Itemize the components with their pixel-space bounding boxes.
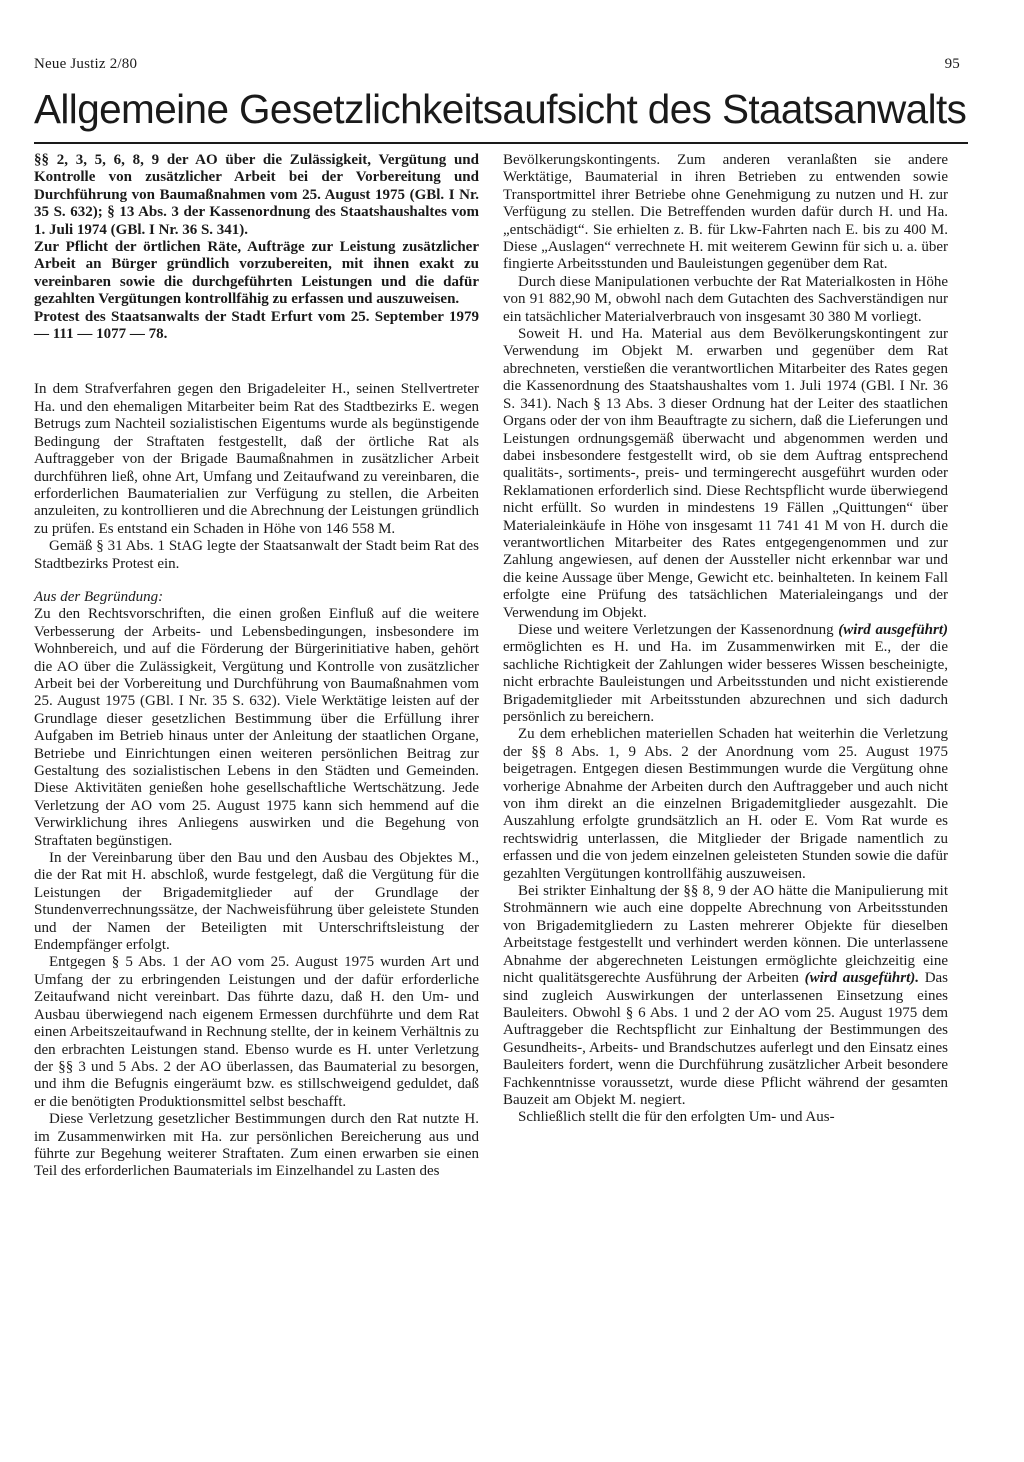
paragraph: Zu den Rechtsvorschriften, die einen großen Einfluß auf die weitere Verbesserung der Arbeits- und Lebensbedingungen, insbesondere im Wohnbereich, und auf die Förderung der Bürgerinitiative haben, gehört die AO über die Zulässigkeit, Vergütung und Kontrolle von zusätzlicher Arbeit bei der Vorbereitung und Durchführung von Baumaßnahmen vom 25. August 1975 (GBl. I Nr. 35 S. 632). Viele Werktätige leisten auf der Grundlage dieser gesetzlichen Bestimmung über die Erfüllung ihrer Aufgaben im Betrieb hinaus unter der Anleitung der staatlichen Organe, Betriebe und Einrichtungen einen weiteren persönlichen Beitrag zur Gestaltung des sozialistischen Lebens in den Städten und Gemeinden. Diese Aktivitäten genießen hohe gesellschaftliche Wertschätzung. Jede Verletzung der AO vom 25. August 1975 kann sich hemmend auf die Verwirklichung ihres Anliegens auswirken und die Begehung von Straftaten begünstigen. — [34, 606, 479, 849]
paragraph — [503, 622, 948, 726]
text-run: Das sind zugleich Auswirkungen der unterlassenen Einsetzung eines Bauleiters. Obwohl § 6 Abs. 1 und 2 der AO vom 25. August 1975 dem Auftraggeber die Rechtspflicht zur Einhaltung der Bestimmungen des Gesundheits-, Arbeits- und Brandschutzes auferlegt und den Einsatz eines Bauleiters fordert, wenn die Durchführung zusätzlicher Arbeit besondere Fachkenntnisse voraussetzt, wurde diese Pflicht während der gesamten Bauzeit am Objekt M. negiert. — [503, 970, 949, 1108]
paragraph: Diese Verletzung gesetzlicher Bestimmungen durch den Rat nutzte H. im Zusammenwirken mit Ha. zur persönlichen Bereicherung aus und führte zur Begehung weiterer Straftaten. Zum einen erwarben sie einen Teil des erforderlichen Baumaterials im Einzelhandel zu Lasten des — [34, 1111, 479, 1180]
emphasis: (wird ausgeführt) — [838, 621, 949, 638]
paragraph: In der Vereinbarung über den Bau und den Ausbau des Objektes M., die der Rat mit H. abschloß, wurde festgelegt, daß die Vergütung für die Leistungen der Brigademitglieder auf der Grundlage der Stundenverrechnungssätze, der Nachweisführung über geleistete Stunden und der Namen der Beteiligten mit Unterschriftsleistung der Endempfänger erfolgt. — [34, 850, 479, 954]
journal-issue: Neue Justiz 2/80 — [34, 56, 138, 72]
headnote-summary: Zur Pflicht der örtlichen Räte, Aufträge zur Leistung zusätzlicher Arbeit an Bürger gründlich vorzubereiten, mit ihnen exakt zu vereinbaren sowie die durchgeführten Leistungen und die dafür gezahlten Vergütungen kontrollfähig zu erfassen und auszuweisen. — [34, 239, 479, 308]
paragraph: Bevölkerungskontingents. Zum anderen veranlaßten sie andere Werktätige, Baumaterial in ihren Betrieben zu entwenden sowie Transportmittel ihrer Betriebe ohne Genehmigung zu nutzen und H. zur Verfügung zu stellen. Die Betreffenden wurden dafür durch H. und Ha. „entschädigt“. Sie erhielten z. B. für Lkw-Fahrten nach E. bis zu 400 M. Diese „Auslagen“ verrechnete H. mit weiterem Gewinn für sich u. a. über fingierte Arbeitsstunden und Bauleistungen gegenüber dem Rat. — [503, 152, 948, 273]
title-rule — [34, 142, 968, 144]
paragraph: Soweit H. und Ha. Material aus dem Bevölkerungskontingent zur Verwendung im Objekt M. erwarben und gegenüber dem Rat abrechneten, verstießen die verantwortlichen Mitarbeiter des Rates gegen die Kassenordnung des Staatshaushaltes vom 1. Juli 1974 (GBl. I Nr. 36 S. 341). Nach § 13 Abs. 3 dieser Ordnung hat der Leiter des staatlichen Organs oder der von ihm Beauftragte zu sichern, daß die Lieferungen und Leistungen ordnungsgemäß überwacht und abgenommen werden und dabei insbesondere festgestellt wird, ob sie dem Auftrag entsprechend qualitäts-, sortiments-, preis- und termingerecht ausgeführt wurden oder Reklamationen erforderlich sind. Diese Rechtspflicht wurde überwiegend nicht erfüllt. So wurden in mindestens 19 Fällen „Quittungen“ über Materialeinkäufe in Höhe von insgesamt 11 741 41 M von H. durch die verantwortlichen Mitarbeiter des Rates entgegengenommen und zur Zahlung angewiesen, auf denen der Aussteller nicht erkennbar war und die keine Aussage über Menge, Gewicht etc. beinhalteten. In keinem Fall erfolgte eine Prüfung des tatsächlichen Materialeingangs und der Verwendung im Objekt. — [503, 326, 948, 621]
emphasis: (wird ausgeführt). — [804, 970, 920, 987]
page-number: 95 — [944, 56, 960, 72]
paragraph: Durch diese Manipulationen verbuchte der Rat Materialkosten in Höhe von 91 882,90 M, obwohl nach dem Gutachten des Sachverständigen nur ein tatsächlicher Materialverbrauch von insgesamt 30 380 M vorliegt. — [503, 273, 948, 325]
facts-paragraph: In dem Strafverfahren gegen den Brigadeleiter H., seinen Stellvertreter Ha. und den ehemaligen Mitarbeiter beim Rat des Stadtbezirks E. wegen Betrugs zum Nachteil sozialistischen Eigentums wurde als begünstigende Bedingung der Straftaten festgestellt, daß der örtliche Rat als Auftraggeber von der Brigade Baumaßnahmen in zusätzlicher Arbeit durchführen ließ, ohne Art, Umfang und Zeitaufwand zu vereinbaren, die erforderlichen Baumaterialien zur Verfügung zu stellen, die Arbeiten anzuleiten, zu kontrollieren und die Abrechnung der Leistungen gründlich zu prüfen. Es entstand ein Schaden in Höhe von 146 558 M. — [34, 381, 479, 537]
protest-paragraph: Gemäß § 31 Abs. 1 StAG legte der Staatsanwalt der Stadt beim Rat des Stadtbezirks Protest ein. — [34, 538, 479, 572]
headnote — [34, 152, 479, 343]
left-column — [34, 152, 479, 1181]
section-title: Allgemeine Gesetzlichkeitsaufsicht des Staatsanwalts — [34, 86, 967, 132]
text-run: ermöglichten es H. und Ha. im Zusammenwirken mit E., der die sachliche Richtigkeit der Zahlungen wider besseres Wissen bescheinigte, nicht erbrachte Bauleistungen und Arbeitsstunden und nicht existierende Brigademitglieder mit Arbeitsstunden abzurechnen und sich dadurch persönlich zu bereichern. — [503, 639, 948, 725]
paragraph: Entgegen § 5 Abs. 1 der AO vom 25. August 1975 wurden Art und Umfang der zu erbringenden Leistungen und der dafür erforderliche Zeitaufwand nicht vereinbart. Das führte dazu, daß H. den Um- und Ausbau überwiegend nach eigenem Ermessen durchführte und dem Rat einen Arbeitszeitaufwand in Rechnung stellte, der in keinem Verhältnis zu den erbrachten Leistungen stand. Ebenso wurde es H. unter Verletzung der §§ 3 und 5 Abs. 2 der AO überlassen, das Baumaterial zu besorgen, und ihm die Befugnis eingeräumt bzw. es stillschweigend geduldet, daß er die benötigten Produktionsmittel selbst beschafft. — [34, 954, 479, 1110]
paragraph: Zu dem erheblichen materiellen Schaden hat weiterhin die Verletzung der §§ 8 Abs. 1, 9 Abs. 2 der Anordnung vom 25. August 1975 beigetragen. Entgegen diesen Bestimmungen wurde die Vergütung ohne vorherige Abnahme der Arbeiten durch den Auftraggeber und auch nicht von ihm direkt an die einzelnen Brigademitglieder ausgezahlt. Die Auszahlung erfolgte grundsätzlich an H. oder E. Vom Rat wurde es rechtswidrig unterlassen, die Mitglieder der Brigade namentlich zu erfassen und die von jedem einzelnen geleisteten Stunden sowie die dafür gezahlten Vergütungen kontrollfähig auszuweisen. — [503, 726, 948, 882]
paragraph — [503, 883, 948, 1109]
right-column — [503, 152, 948, 1127]
headnote-source: Protest des Staatsanwalts der Stadt Erfurt vom 25. September 1979 — 111 — 1077 — 78. — [34, 308, 479, 343]
paragraph: Schließlich stellt die für den erfolgten Um- und Aus- — [518, 1109, 835, 1126]
headnote-statutes: §§ 2, 3, 5, 6, 8, 9 der AO über die Zulässigkeit, Vergütung und Kontrolle von zusätzlicher Arbeit bei der Vorbereitung und Durchführung von Baumaßnahmen vom 25. August 1975 (GBl. I Nr. 35 S. 632); § 13 Abs. 3 der Kassenordnung des Staatshaushaltes vom 1. Juli 1974 (GBl. I Nr. 36 S. 341). — [34, 152, 479, 238]
text-run: Diese und weitere Verletzungen der Kassenordnung — [518, 621, 834, 638]
text-run: Bei strikter Einhaltung der §§ 8, 9 der AO hätte die Manipulierung mit Strohmännern wie auch eine doppelte Abrechnung von Arbeitsstunden von Brigademitgliedern zu Lasten mehrerer Objekte für dieselben Arbeitstage festgestellt und verhindert werden können. Die unterlassene Abnahme der abgerechneten Leistungen ermöglichte gleichzeitig eine nicht qualitätsgerechte Ausführung der Arbeiten — [503, 883, 948, 987]
reasoning-heading: Aus der Begründung: — [34, 588, 164, 605]
running-head — [34, 56, 960, 73]
